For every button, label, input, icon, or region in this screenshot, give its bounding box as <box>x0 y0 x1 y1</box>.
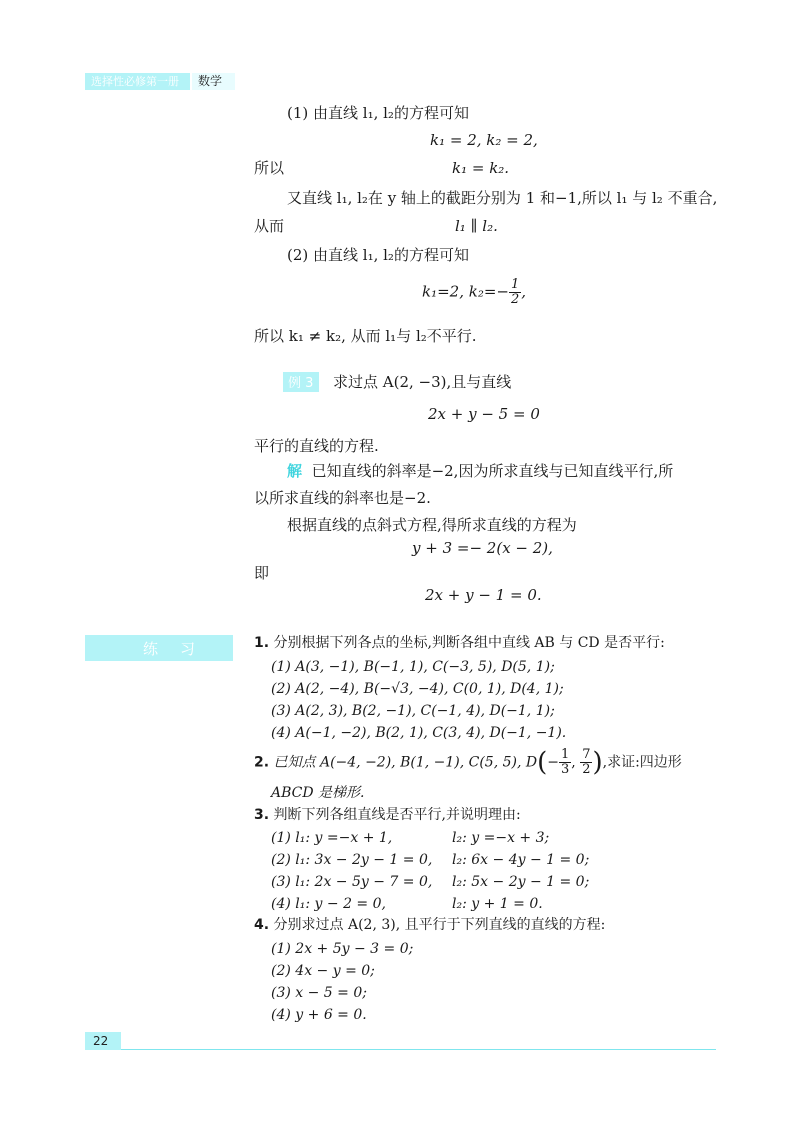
solution-label: 解 <box>287 462 303 480</box>
q3-row-1-right: l₂: y =−x + 3; <box>452 830 550 846</box>
example-eq3: 2x + y − 1 = 0. <box>425 586 542 604</box>
q4-line <box>254 916 605 934</box>
q1-text: 分别根据下列各点的坐标,判断各组中直线 AB 与 CD 是否平行: <box>273 635 665 651</box>
q3-row-3-left: (3) l₁: 2x − 5y − 7 = 0, <box>271 874 433 890</box>
example-solution-line2: 以所求直线的斜率也是−2. <box>254 489 431 507</box>
q1-item-4: (4) A(−1, −2), B(2, 1), C(3, 4), D(−1, −1). <box>271 725 567 741</box>
q1-item-1: (1) A(3, −1), B(−1, 1), C(−3, 5), D(5, 1); <box>271 659 555 675</box>
q2-text-b: ,求证:四边形 <box>602 754 682 771</box>
q2-fraction-2 <box>580 748 592 777</box>
q2-text-c: ABCD 是梯形. <box>271 785 365 801</box>
q3-row-1-left: (1) l₁: y =−x + 1, <box>271 830 393 846</box>
q3-row-3-right: l₂: 5x − 2y − 1 = 0; <box>452 874 590 890</box>
part2-line2: 所以 k₁ ≠ k₂, 从而 l₁与 l₂不平行. <box>254 327 477 345</box>
exercise-title-band <box>85 635 233 661</box>
q3-text: 判断下列各组直线是否平行,并说明理由: <box>273 807 521 823</box>
header-subject-band <box>192 73 235 90</box>
q4-item-1: (1) 2x + 5y − 3 = 0; <box>271 941 414 957</box>
header-tag-band <box>85 73 190 90</box>
q2-fraction-1 <box>559 748 571 777</box>
q2-text-a: 已知点 A(−4, −2), B(1, −1), C(5, 5), D <box>273 754 538 771</box>
q4-item-3: (3) x − 5 = 0; <box>271 985 367 1001</box>
page-number-box <box>85 1032 121 1050</box>
part1-eq1: k₁ = 2, k₂ = 2, <box>430 131 538 149</box>
q4-item-2: (2) 4x − y = 0; <box>271 963 375 979</box>
part2-eq-tail: , <box>521 282 527 301</box>
part1-eq2: k₁ = k₂. <box>452 159 510 177</box>
example-question: 求过点 A(2, −3),且与直线 <box>333 373 512 391</box>
q2-frac2-num: 7 <box>582 747 591 762</box>
example-question-end: 平行的直线的方程. <box>254 437 379 455</box>
part1-thus-label: 从而 <box>254 217 285 235</box>
q2-frac1-sign: − <box>547 754 559 771</box>
part2-fraction <box>509 278 521 307</box>
solution-text-1: 已知直线的斜率是−2,因为所求直线与已知直线平行,所 <box>311 462 674 480</box>
header-tag-text: 选择性必修第一册 <box>91 75 179 88</box>
example-eq: 2x + y − 5 = 0 <box>428 405 540 423</box>
q2-line: 2. 已知点 A(−4, −2), B(1, −1), C(5, 5), D(− $\frac{1}{3}$ , $\frac{7}{2}$ ),求证:四边形 <box>254 747 682 778</box>
part1-eq3: l₁ ∥ l₂. <box>455 217 498 235</box>
part2-frac-den: 2 <box>511 292 520 307</box>
q4-number: 4. <box>254 917 270 933</box>
page-number: 22 <box>93 1034 109 1048</box>
part1-line2: 又直线 l₁, l₂在 y 轴上的截距分别为 1 和−1,所以 l₁ 与 l₂ 不重合, <box>287 189 718 207</box>
q3-number: 3. <box>254 807 270 823</box>
footer-rule <box>121 1049 716 1050</box>
part2-equation <box>422 278 526 307</box>
example-eq2: y + 3 =− 2(x − 2), <box>412 539 553 557</box>
example-tag <box>283 372 319 392</box>
exercise-title: 练习 <box>142 640 217 658</box>
part2-line1: (2) 由直线 l₁, l₂的方程可知 <box>287 246 469 264</box>
q3-row-2-left: (2) l₁: 3x − 2y − 1 = 0, <box>271 852 433 868</box>
q3-row-4-left: (4) l₁: y − 2 = 0, <box>271 896 386 912</box>
q1-item-3: (3) A(2, 3), B(2, −1), C(−1, 4), D(−1, 1); <box>271 703 555 719</box>
example-solution-line3: 根据直线的点斜式方程,得所求直线的方程为 <box>287 516 577 534</box>
part2-eq-left: k₁=2, k₂=− <box>422 282 509 301</box>
example-solution-line1 <box>287 461 673 481</box>
q2-number: 2. <box>254 754 270 771</box>
q2-frac1-den: 3 <box>561 762 570 777</box>
part1-so-label: 所以 <box>254 159 285 177</box>
q3-row-2-right: l₂: 6x − 4y − 1 = 0; <box>452 852 590 868</box>
part1-line1: (1) 由直线 l₁, l₂的方程可知 <box>287 104 469 122</box>
example-ie-label: 即 <box>254 564 270 582</box>
q2-frac1-num: 1 <box>561 747 570 762</box>
q4-item-4: (4) y + 6 = 0. <box>271 1007 367 1023</box>
q2-frac2-den: 2 <box>582 762 591 777</box>
q3-line <box>254 806 521 824</box>
example-tag-label: 例 3 <box>288 376 314 391</box>
part2-frac-num: 1 <box>511 277 520 292</box>
q1-number: 1. <box>254 635 270 651</box>
q4-text: 分别求过点 A(2, 3), 且平行于下列直线的直线的方程: <box>273 917 606 933</box>
q3-row-4-right: l₂: y + 1 = 0. <box>452 896 543 912</box>
header-subject: 数学 <box>198 74 223 88</box>
q1-line <box>254 634 665 652</box>
q1-item-2: (2) A(2, −4), B(−√3, −4), C(0, 1), D(4, 1); <box>271 681 564 697</box>
